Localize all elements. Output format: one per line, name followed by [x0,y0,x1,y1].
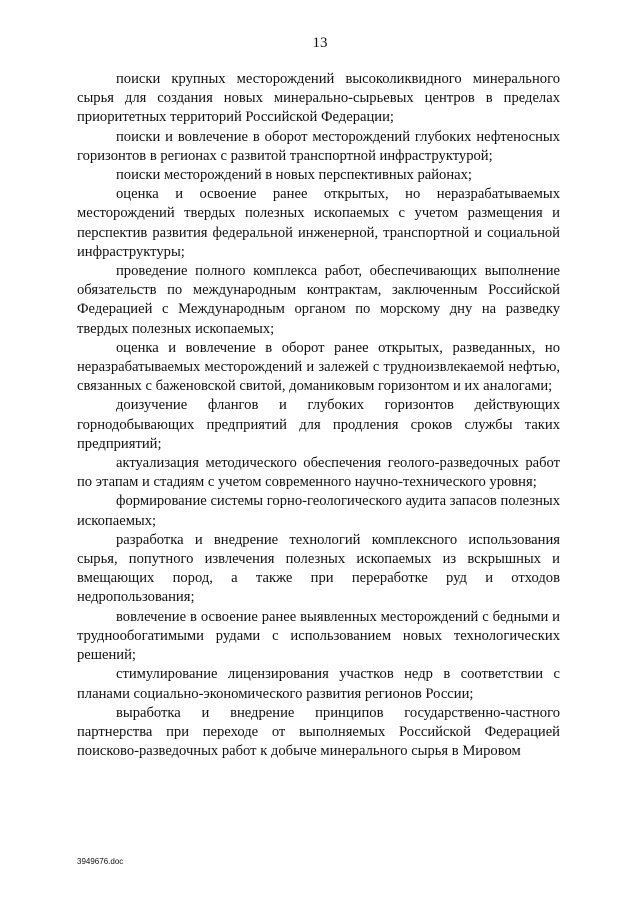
paragraph: проведение полного комплекса работ, обеспечивающих выполнение обязательств по международным контрактам, заключенным Российской Федерацией с Международным органом по морскому дну на разведку твердых полезных ископаемых; [77,263,560,337]
paragraph: доизучение флангов и глубоких горизонтов действующих горнодобывающих предприятий для продления сроков службы таких предприятий; [77,397,560,452]
paragraph: выработка и внедрение принципов государственно-частного партнерства при переходе от выполняемых Российской Федерацией поисково-разведочных работ к добыче минерального сырья в Мировом [77,704,560,760]
paragraph: стимулирование лицензирования участков недр в соответствии с планами социально-экономического развития регионов России; [77,666,560,702]
document-filename: 3949676.doc [77,857,124,866]
paragraph: формирование системы горно-геологического аудита запасов полезных ископаемых; [77,493,560,529]
paragraph: поиски месторождений в новых перспективных районах; [116,167,472,184]
paragraph: оценка и вовлечение в оборот ранее открытых, разведанных, но неразрабатываемых месторождений и залежей с трудноизвлекаемой нефтью, связанных с баженовской свитой, доманиковым горизонтом и их аналогами; [77,339,560,395]
document-body [77,70,560,761]
paragraph: поиски и вовлечение в оборот месторождений глубоких нефтеносных горизонтов в регионах с развитой транспортной инфраструктурой; [77,128,560,164]
paragraph: актуализация методического обеспечения геолого-разведочных работ по этапам и стадиям с учетом современного научно-технического уровня; [77,455,560,491]
paragraph: поиски крупных месторождений высоколиквидного минерального сырья для создания новых минерально-сырьевых центров в пределах приоритетных территорий Российской Федерации; [77,71,560,126]
paragraph: вовлечение в освоение ранее выявленных месторождений с бедными и труднообогатимыми рудами с использованием новых технологических решений; [77,608,560,664]
paragraph: разработка и внедрение технологий комплексного использования сырья, попутного извлечения полезных ископаемых из вскрышных и вмещающих пород, а также при переработке руд и отходов недропользования; [77,531,560,606]
paragraph: оценка и освоение ранее открытых, но неразрабатываемых месторождений твердых полезных ископаемых с учетом размещения и перспектив развития федеральной инженерной, транспортной и социальной инфраструктуры; [77,186,560,260]
page-number: 13 [312,35,328,51]
